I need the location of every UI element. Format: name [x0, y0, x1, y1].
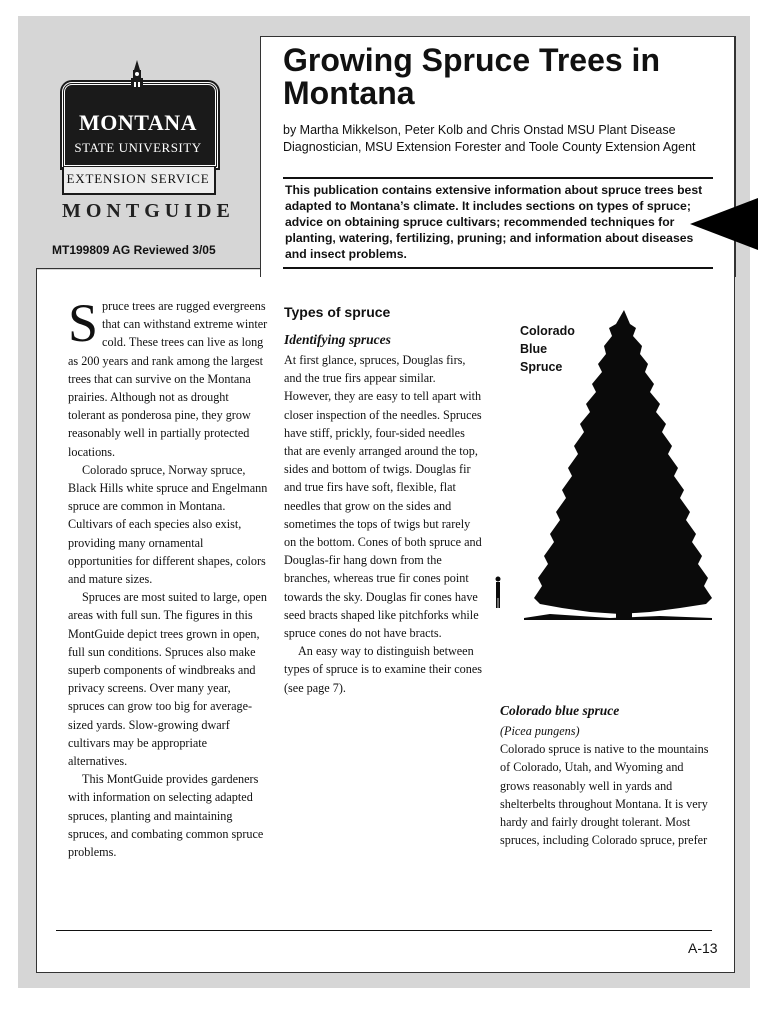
- footer-rule: [56, 930, 712, 931]
- figure-label-line: Spruce: [520, 360, 563, 374]
- paragraph: At first glance, spruces, Douglas firs, and the true firs appear similar. However, they are easy to tell apart with closer inspection of the needles. Spruces have stiff, prickly, four-sided needles that are evenly arranged around the top, sides and bottom of twigs. Douglas fir and true firs have soft, flexible, flat needles that grow on the sides and sometimes the tops of twigs but rarely on the bottom. Cones of both spruce and Douglas-fir hang down from the branches, whereas true fir cones point towards the sky. Douglas fir cones have seed bracts shaped like pitchforks while spruce cones do not have bracts.: [284, 353, 482, 641]
- paragraph: Colorado spruce, Norway spruce, Black Hills white spruce and Engelmann spruce are common in Montana. Cultivars of each species also exist, providing many ornamental opportunities for different shapes, colors and mature sizes.: [68, 462, 268, 587]
- page-title: Growing Spruce Trees in Montana: [283, 42, 660, 111]
- divider: [36, 268, 37, 972]
- paragraph: Spruces are most suited to large, open areas with full sun. The figures in this MontGuide depict trees grown in open, full sun conditions. Spruces also make superb components of windbreaks and privacy screens. Over many year, spruces can grow too big for average-sized yards. Slow-growing dwarf cultivars may be appropriate alternatives.: [68, 590, 267, 769]
- msu-extension-logo: [62, 60, 235, 232]
- paragraph: This MontGuide provides gardeners with information on selecting adapted spruces, planting and maintaining spruces, and combating common spruce problems.: [68, 772, 264, 860]
- column-intro: [68, 293, 268, 861]
- person-icon: [496, 577, 501, 609]
- subsection-heading: Identifying spruces: [284, 332, 391, 347]
- clock-tower-icon: [124, 60, 150, 102]
- spruce-tree-illustration: [490, 306, 716, 626]
- logo-series: MONTGUIDE: [62, 200, 235, 222]
- logo-subtitle: STATE UNIVERSITY: [74, 140, 202, 155]
- drop-cap: S: [68, 293, 99, 353]
- divider: [734, 36, 735, 972]
- section-heading: Types of spruce: [284, 304, 391, 320]
- paragraph: Colorado spruce is native to the mountains of Colorado, Utah, and Wyoming and grows reasonably well in yards and shelterbelts throughout Montana. It is very hardy and fairly drought tolerant. Most spruces, including Colorado spruce, prefer: [500, 742, 709, 848]
- paragraph: [68, 293, 268, 461]
- column-types: [284, 303, 484, 697]
- column-colorado: [500, 702, 710, 849]
- summary: This publication contains extensive information about spruce trees best adapted to Montana’s climate. It includes sections on types of spruce; advice on obtaining spruce cultivars; recommended techniques for planting, watering, fertilizing, pruning; and information about diseases and insect problems.: [285, 183, 703, 261]
- paragraph-text: pruce trees are rugged evergreens that can withstand extreme winter cold. These trees can live as long as 200 years and rank among the largest trees that can survive on the Montana prairies. Although not as drought tolerant as ponderosa pine, they grow reasonably well in partially protected locations.: [68, 299, 268, 459]
- byline: by Martha Mikkelson, Peter Kolb and Chris Onstad MSU Plant Disease Diagnostician, MSU Extension Forester and Toole County Extension Agent: [283, 123, 696, 154]
- subsection-heading: Colorado blue spruce: [500, 703, 620, 718]
- arrow-left-icon: [690, 198, 758, 250]
- summary-rule-top: [283, 177, 713, 179]
- figure-label-line: Colorado: [520, 324, 575, 338]
- logo-name: MONTANA: [79, 110, 197, 135]
- summary-rule-bottom: [283, 267, 713, 269]
- paragraph: An easy way to distinguish between types of spruce is to examine their cones (see page 7).: [284, 644, 482, 695]
- page-number: A-13: [688, 940, 718, 956]
- divider: [36, 972, 735, 973]
- logo-extension-text: EXTENSION SERVICE: [66, 171, 210, 186]
- divider: [36, 268, 260, 269]
- figure-label-line: Blue: [520, 342, 548, 356]
- publication-id: MT199809 AG Reviewed 3/05: [52, 243, 216, 257]
- latin-name: (Picea pungens): [500, 724, 580, 738]
